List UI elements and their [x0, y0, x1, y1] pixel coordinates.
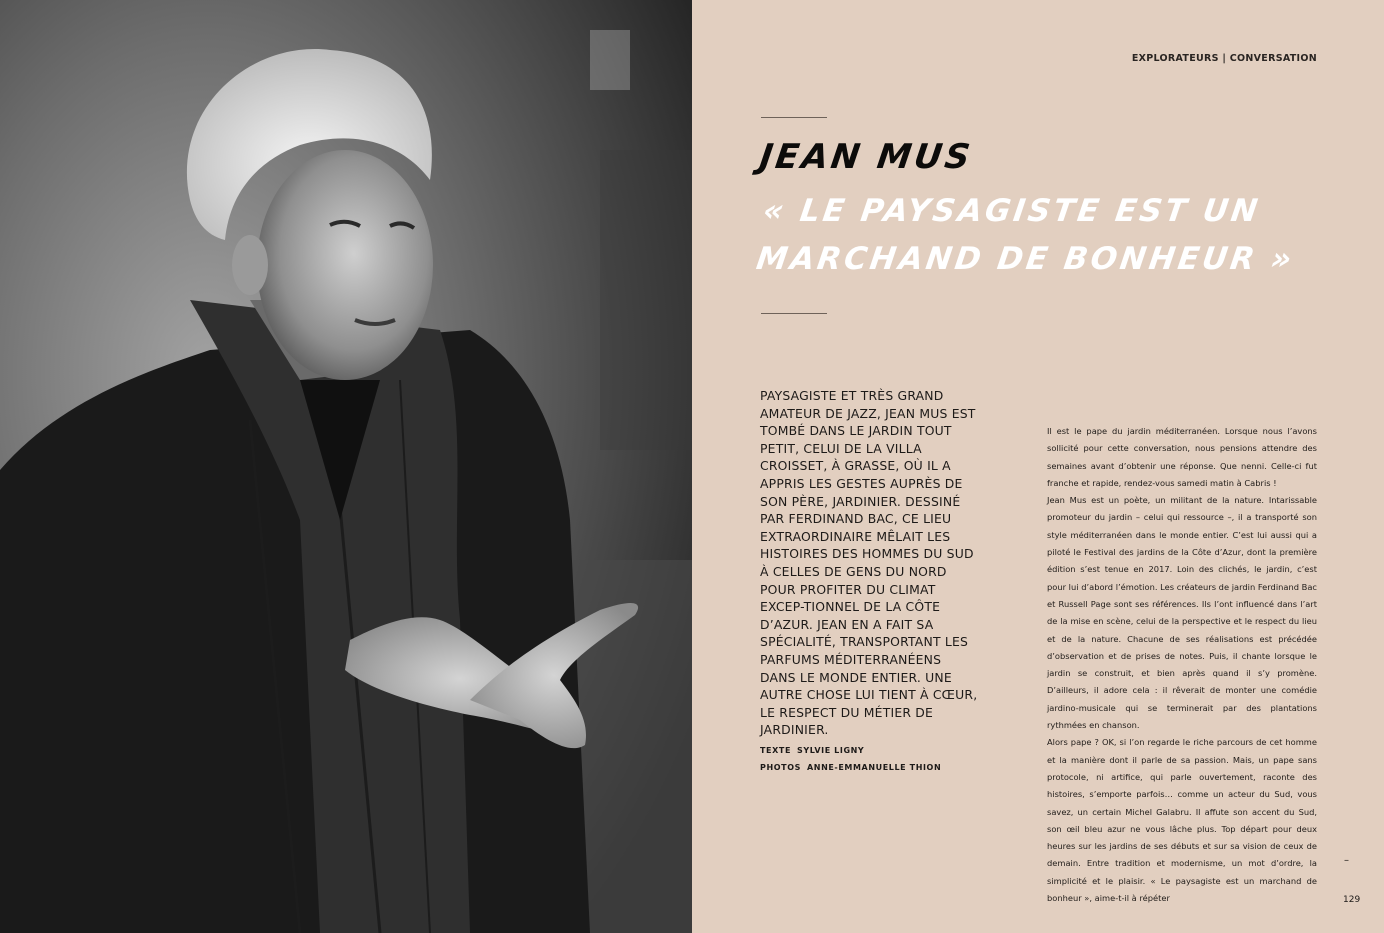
intro-paragraph: PAYSAGISTE ET TRÈS GRAND AMATEUR DE JAZZ, JEAN MUS EST TOMBÉ DANS LE JARDIN TOUT PETIT, CELUI DE LA VILLA CROISSET, À GRASSE, OÙ IL A APPRIS LES GESTES AUPRÈS DE SON PÈRE, JARDINIER. DESSINÉ PAR FERDINAND BAC, CE LIEU EXTRAORDINAIRE MÊLAIT LES HISTOIRES DES HOMMES DU SUD À CELLES DE GENS DU NORD POUR PROFITER DU CLIMAT EXCEP-TIONNEL DE LA CÔTE D’AZUR. JEAN EN A FAIT SA SPÉCIALITÉ, TRANSPORTANT LES PARFUMS MÉDITERRANÉENS DANS LE MONDE ENTIER. UNE AUTRE CHOSE LUI TIENT À CŒUR, LE RESPECT DU MÉTIER DE JARDINIER.: [760, 388, 978, 738]
text-credit-label: TEXTE: [760, 746, 792, 755]
text-credit-author: SYLVIE LIGNY: [797, 746, 865, 755]
section-rubric: EXPLORATEURS | CONVERSATION: [1131, 53, 1317, 64]
photo-credit: [760, 759, 941, 776]
article-page: [692, 0, 1384, 933]
photo-credit-author: ANNE-EMMANUELLE THION: [806, 763, 942, 772]
credits: [760, 742, 941, 776]
title-name: JEAN MUS: [757, 137, 976, 177]
title-rule-bottom: [761, 313, 827, 314]
end-mark: –: [1344, 855, 1349, 866]
article-paragraph: Alors pape ? OK, si l’on regarde le riche parcours de cet homme et la manière dont il parle de sa passion. Mais, un pape sans protocole, ni artifice, qui parle ouvertement, raconte des histoires, s’emporte parfois… comme un acteur du Sud, vous savez, un certain Michel Galabru. Il affute son accent du Sud, son œil bleu azur ne vous lâche plus. Top départ pour deux heures sur les jardins de ses débuts et sur sa vision de ceux de demain. Entre tradition et modernisme, un mot d’ordre, la simplicité et le plaisir. « Le paysagiste est un marchand de bonheur », aime-t-il à répéter: [1047, 737, 1317, 904]
photo-credit-label: PHOTOS: [760, 763, 801, 772]
article-body: [1047, 423, 1317, 907]
article-paragraph: Il est le pape du jardin méditerranéen. Lorsque nous l’avons sollicité pour cette conversation, nous pensions attendre des semaines avant d’obtenir une réponse. Que nenni. Celle-ci fut franche et rapide, rendez-vous samedi matin à Cabris !: [1047, 426, 1317, 488]
page-number: 129: [1343, 895, 1361, 905]
title-quote: « LE PAYSAGISTE EST UN MARCHAND DE BONHEUR »: [754, 193, 1297, 277]
title-rule-top: [761, 117, 827, 118]
article-title: [754, 137, 1360, 283]
text-credit: [760, 742, 941, 759]
article-paragraph: Jean Mus est un poète, un militant de la nature. Intarissable promoteur du jardin – celui qui ressource –, il a transporté son style méditerranéen dans le monde entier. C’est lui aussi qui a piloté le Festival des jardins de la Côte d’Azur, dont la première édition s’est tenue en 2017. Loin des clichés, le jardin, c’est pour lui d’abord l’émotion. Les créateurs de jardin Ferdinand Bac et Russell Page sont ses références. Ils l’ont influencé dans l’art de la mise en scène, celui de la perspective et le respect du lieu et de la nature. Chacune de ses réalisations est précédée d’observation et de prises de notes. Puis, il chante lorsque le jardin se construit, et bien après quand il s’y promène. D’ailleurs, il adore cela : il rêverait de monter une comédie jardino-musicale qui se terminerait par des plantations rythmées en chanson.: [1047, 495, 1317, 731]
